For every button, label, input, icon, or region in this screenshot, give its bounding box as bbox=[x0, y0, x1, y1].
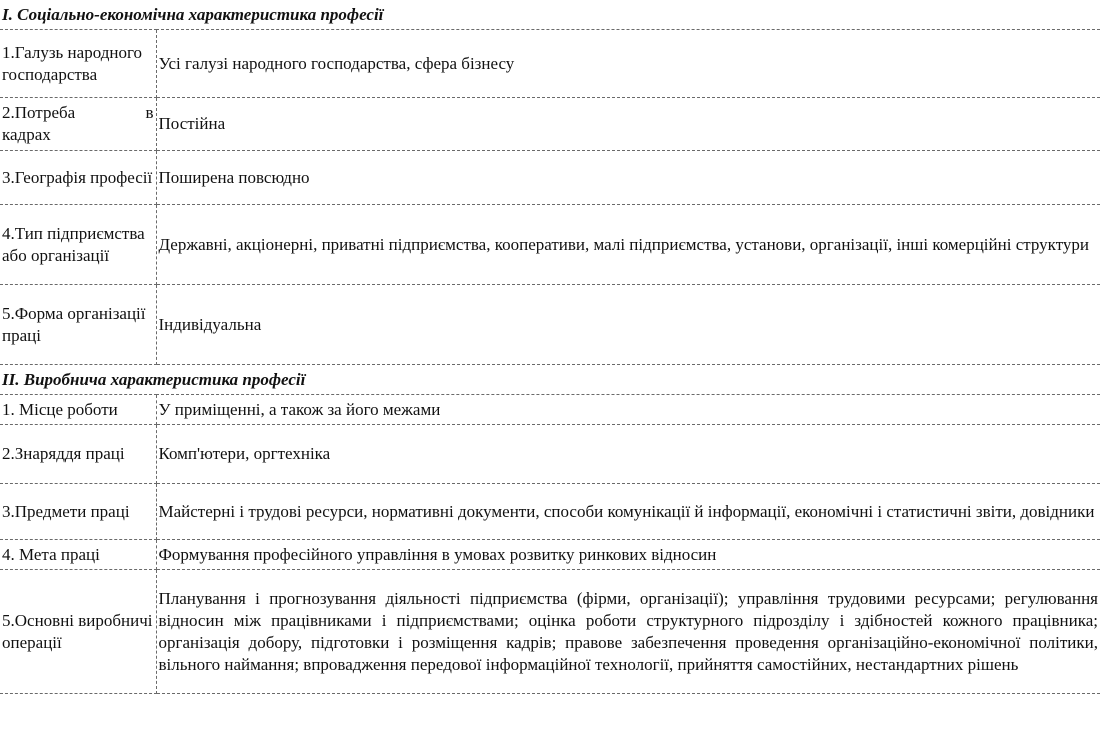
row-value-goal: Формування професійного управління в умовах розвитку ринкових відносин bbox=[156, 540, 1100, 570]
section-title-social-economic: I. Соціально-економічна характеристика професії bbox=[0, 0, 1100, 30]
row-label-demand-word: 2.Потреба bbox=[2, 103, 76, 122]
table-row bbox=[0, 205, 1100, 285]
row-value-enterprise-type: Державні, акціонерні, приватні підприємства, кооперативи, малі підприємства, установи, організації, інші комерційні структури bbox=[156, 205, 1100, 285]
table-row bbox=[0, 285, 1100, 365]
row-label-demand-preposition: в bbox=[145, 103, 154, 122]
table-row bbox=[0, 151, 1100, 205]
table-row bbox=[0, 540, 1100, 570]
table-row bbox=[0, 30, 1100, 98]
row-value-work-form: Індивідуальна bbox=[156, 285, 1100, 365]
row-label-enterprise-type: 4.Тип підприємства або організації bbox=[0, 205, 156, 285]
table-row bbox=[0, 425, 1100, 484]
row-label-goal: 4. Мета праці bbox=[0, 540, 156, 570]
table-row bbox=[0, 395, 1100, 425]
row-label-demand-line1 bbox=[2, 102, 154, 124]
row-value-demand: Постійна bbox=[156, 98, 1100, 151]
section-header-row bbox=[0, 365, 1100, 395]
row-label-demand bbox=[0, 98, 156, 151]
row-value-geography: Поширена повсюдно bbox=[156, 151, 1100, 205]
row-value-industry: Усі галузі народного господарства, сфера бізнесу bbox=[156, 30, 1100, 98]
row-value-subjects: Майстерні і трудові ресурси, нормативні документи, способи комунікації й інформації, економічні і статистичні звіти, довідники bbox=[156, 484, 1100, 540]
row-label-demand-line2: кадрах bbox=[2, 125, 51, 144]
row-label-subjects: 3.Предмети праці bbox=[0, 484, 156, 540]
row-label-work-form: 5.Форма організації праці bbox=[0, 285, 156, 365]
section-header-row bbox=[0, 0, 1100, 30]
row-label-geography: 3.Географія професії bbox=[0, 151, 156, 205]
row-value-workplace: У приміщенні, а також за його межами bbox=[156, 395, 1100, 425]
row-value-tools: Комп'ютери, оргтехніка bbox=[156, 425, 1100, 484]
row-label-workplace: 1. Місце роботи bbox=[0, 395, 156, 425]
table-row bbox=[0, 98, 1100, 151]
row-label-tools: 2.Знаряддя праці bbox=[0, 425, 156, 484]
row-value-operations: Планування і прогнозування діяльності підприємства (фірми, організації); управління трудовими ресурсами; регулювання відносин між працівниками і підприємствами; оцінка роботи структурного підрозділу і здібностей кожного працівника; організація добору, підготовки і розміщення кадрів; правове забезпечення проведення організаційно-економічної політики, вільного наймання; впровадження передової інформаційної технології, прийняття самостійних, нестандартних рішень bbox=[156, 570, 1100, 694]
row-label-operations: 5.Основні виробничі операції bbox=[0, 570, 156, 694]
row-label-industry: 1.Галузь народного господарства bbox=[0, 30, 156, 98]
table-row bbox=[0, 484, 1100, 540]
section-title-production: II. Виробнича характеристика професії bbox=[0, 365, 1100, 395]
table-row bbox=[0, 570, 1100, 694]
